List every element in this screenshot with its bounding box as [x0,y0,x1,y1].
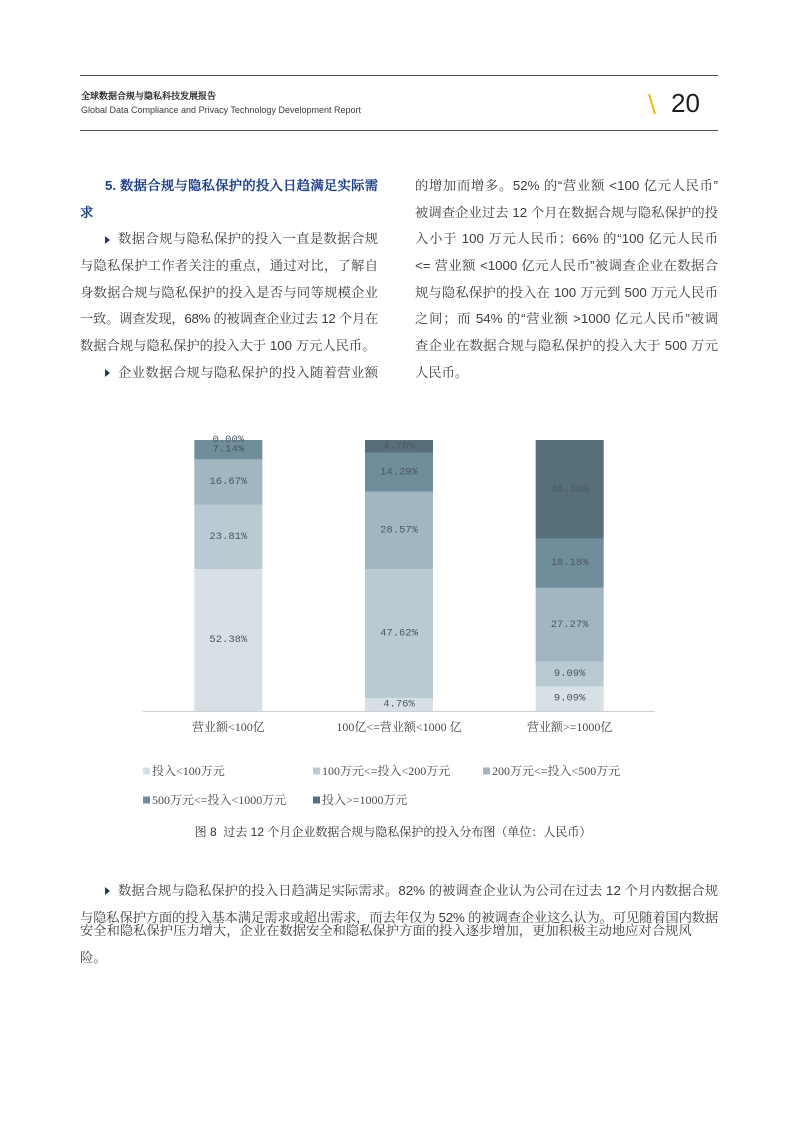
legend-swatch [143,768,150,775]
text-row [415,333,718,360]
right-column [415,173,718,387]
bullet-triangle-icon [105,369,110,377]
text-row [80,923,718,965]
data-label: 18.18% [550,557,589,570]
text-row [415,280,718,307]
text-row [80,306,378,333]
paragraph-line: 安全和隐私保护压力增大，企业在数据安全和隐私保护方面的投入逐步增加，更加积极主动地应对合规风险。 [80,923,692,965]
data-label: 4.76% [383,698,415,711]
section-heading-continued [80,200,378,227]
paragraph-line: 入小于 100 万元人民币；66% 的“100 亿元人民币 [415,231,718,247]
paragraph-line: 一致。调查发现，68% 的被调查企业过去 12 个月在 [80,311,378,327]
data-label: 52.38% [209,634,248,647]
text-row [415,360,718,387]
header-top-rule [80,75,718,76]
legend-label: 500万元<=投入<1000万元 [152,793,287,807]
data-label: 23.81% [209,530,248,543]
paragraph-line: 企业数据合规与隐私保护的投入随着营业额 [118,364,378,380]
data-label: 47.62% [380,627,418,640]
paragraph-line: 身数据合规与隐私保护的投入是否与同等规模企业 [80,284,378,300]
left-column [80,173,378,387]
data-label: 4.76% [383,440,415,453]
legend-label: 投入<100万元 [152,764,225,778]
investment-distribution-chart [130,425,670,815]
paragraph-line: 数据合规与隐私保护的投入日趋满足实际需求。82% 的被调查企业认为公司在过去 12 个月内数据合规 [118,883,718,898]
paragraph-line: 之间；而 54% 的“营业额 >1000 亿元人民币”被调 [415,311,718,327]
legend-swatch [143,797,150,804]
data-label: 16.67% [209,475,248,488]
data-label: 28.57% [380,524,418,537]
text-row [80,333,378,360]
legend-label: 投入>=1000万元 [322,793,408,807]
data-label: 14.29% [380,466,418,479]
paragraph-line: 被调查企业过去 12 个月在数据合规与隐私保护的投 [415,204,718,220]
section-heading-line: 5. 数据合规与隐私保护的投入日趋满足实际需 [105,178,378,193]
page-number: 20 [671,88,700,118]
data-label: 9.09% [553,668,586,681]
paragraph-line: 规与隐私保护的投入在 100 万元到 500 万元人民币 [415,284,718,300]
data-label: 0.00% [212,434,245,446]
report-title-cn: 全球数据合规与隐私科技发展报告 [81,91,217,101]
section-heading [80,173,378,200]
legend-label: 200万元<=投入<500万元 [492,764,621,778]
data-label: 27.27% [550,618,589,631]
text-row [415,173,718,200]
bullet-line [80,226,378,253]
paragraph-line: <= 营业额 <1000 亿元人民币”被调查企业在数据合 [415,258,718,274]
text-row [415,306,718,333]
section-heading-line: 求 [80,204,94,220]
text-row [415,253,718,280]
legend-swatch [483,768,490,775]
text-row [415,226,718,253]
legend-swatch [313,768,320,775]
text-row [415,200,718,227]
legend-label: 100万元<=投入<200万元 [322,764,451,778]
bullet-triangle-icon [105,236,110,244]
divider-slash-icon [648,94,656,114]
figure-caption: 图 8 过去 12 个月企业数据合规与隐私保护的投入分布图（单位：人民币） [194,825,592,839]
data-label: 36.36% [550,483,589,496]
paragraph-line: 人民币。 [415,364,469,380]
category-label: 100亿<=营业额<1000 亿 [336,720,462,734]
paragraph-line: 的增加而增多。52% 的“营业额 <100 亿元人民币” [415,178,718,193]
bullet-line [80,360,378,387]
bullet-line [80,878,718,905]
category-label: 营业额>=1000亿 [526,720,613,734]
report-title-en: Global Data Compliance and Privacy Technology Development Report [81,105,361,115]
bullet-triangle-icon [105,887,110,895]
bottom-paragraph [80,878,718,965]
paragraph-line: 查企业在数据合规与隐私保护的投入大于 500 万元 [415,338,718,354]
text-row [80,253,378,280]
paragraph-line: 与隐私保护方面的投入基本满足需求或超出需求，而去年仅为 52% 的被调查企业这么认为。可见随着国内数据 [80,909,718,925]
header-bottom-rule [80,130,718,131]
data-label: 7.14% [212,443,245,456]
data-label: 9.09% [553,692,586,705]
legend-swatch [313,797,320,804]
category-label: 营业额<100亿 [191,720,265,734]
paragraph-line: 数据合规与隐私保护的投入大于 100 万元人民币。 [80,338,376,354]
paragraph-line: 与隐私保护工作者关注的重点，通过对比，了解自 [80,258,378,274]
text-row [80,280,378,307]
paragraph-line: 数据合规与隐私保护的投入一直是数据合规 [118,231,378,247]
